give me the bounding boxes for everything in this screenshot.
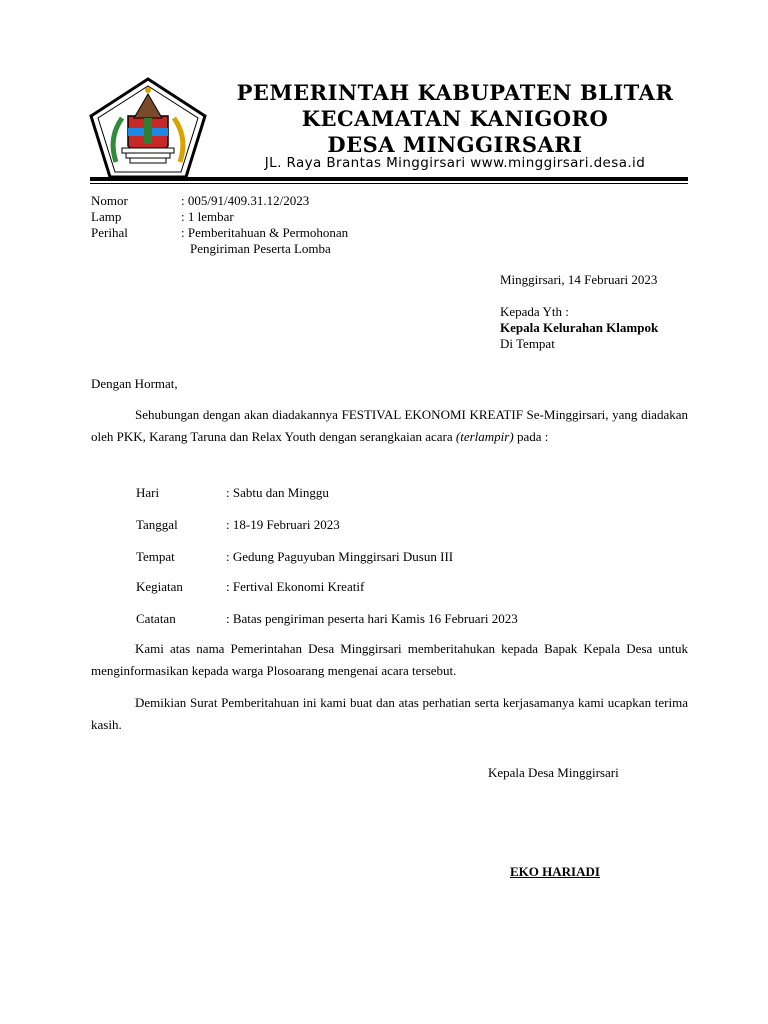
detail-value-hari: : Sabtu dan Minggu	[226, 485, 329, 500]
letterhead-rule-thick	[90, 177, 688, 181]
date-place: Minggirsari, 14 Februari 2023	[500, 272, 658, 287]
body-paragraph-3	[91, 692, 688, 736]
detail-label-tempat: Tempat	[136, 549, 175, 564]
signature-name: EKO HARIADI	[510, 864, 600, 879]
recipient-name: Kepala Kelurahan Klampok	[500, 320, 659, 335]
perihal-value-line1: : Pemberitahuan & Permohonan	[181, 225, 349, 240]
letterhead-line2: KECAMATAN KANIGORO	[301, 106, 609, 131]
detail-label-kegiatan: Kegiatan	[136, 579, 183, 594]
letterhead-rule-thin	[90, 183, 688, 184]
salutation: Dengan Hormat,	[91, 376, 178, 391]
letterhead-line3: DESA MINGGIRSARI	[327, 132, 583, 157]
perihal-value-line2: Pengiriman Peserta Lomba	[190, 241, 331, 256]
body-paragraph-2	[91, 638, 688, 682]
district-emblem-icon	[88, 76, 208, 180]
detail-label-tanggal: Tanggal	[136, 517, 178, 532]
body-paragraph-3-text: Demikian Surat Pemberitahuan ini kami buat dan atas perhatian serta kerjasamanya kami ucapkan terima kasih.	[91, 695, 688, 732]
body-paragraph-1-tail: pada :	[513, 429, 549, 444]
nomor-label: Nomor	[91, 193, 128, 208]
letterhead-address: JL. Raya Brantas Minggirsari www.minggirsari.desa.id	[264, 155, 646, 171]
body-paragraph-1-italic: (terlampir)	[455, 429, 514, 444]
detail-value-kegiatan: : Fertival Ekonomi Kreatif	[226, 579, 365, 594]
signature-title: Kepala Desa Minggirsari	[488, 765, 619, 780]
recipient-kepada: Kepada Yth :	[500, 304, 569, 319]
letterhead-line1: PEMERINTAH KABUPATEN BLITAR	[236, 80, 674, 105]
detail-value-tempat: : Gedung Paguyuban Minggirsari Dusun III	[226, 549, 454, 564]
detail-value-catatan: : Batas pengiriman peserta hari Kamis 16 Februari 2023	[226, 611, 518, 626]
lamp-label: Lamp	[91, 209, 122, 224]
body-paragraph-2-text: Kami atas nama Pemerintahan Desa Minggirsari memberitahukan kepada Bapak Kepala Desa untuk menginformasikan kepada warga Plosoarang mengenai acara tersebut.	[91, 641, 688, 678]
body-paragraph-1-text: Sehubungan dengan akan diadakannya FESTIVAL EKONOMI KREATIF Se-Minggirsari, yang diadakan oleh PKK, Karang Taruna dan Relax Youth dengan serangkaian acara	[91, 407, 688, 444]
body-paragraph-1	[91, 404, 688, 448]
lamp-value: : 1 lembar	[181, 209, 234, 224]
recipient-place: Di Tempat	[500, 336, 555, 351]
nomor-value: : 005/91/409.31.12/2023	[181, 193, 310, 208]
detail-label-hari: Hari	[136, 485, 160, 500]
detail-value-tanggal: : 18-19 Februari 2023	[226, 517, 340, 532]
detail-label-catatan: Catatan	[136, 611, 176, 626]
perihal-label: Perihal	[91, 225, 128, 240]
